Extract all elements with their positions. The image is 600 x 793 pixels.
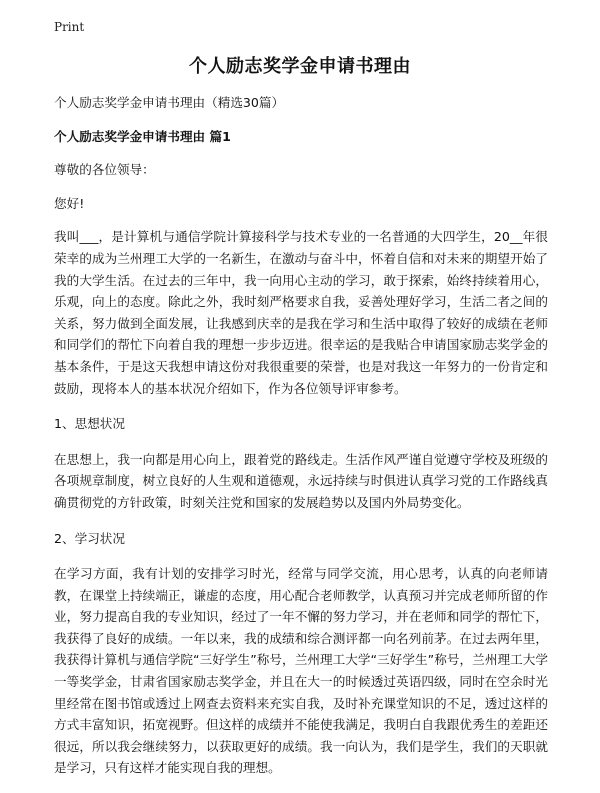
document-body — [54, 92, 548, 793]
document-subtitle: 个人励志奖学金申请书理由（精选30篇） — [54, 95, 285, 110]
page-title: 个人励志奖学金申请书理由 — [189, 56, 411, 77]
intro-paragraph: 我叫___，是计算机与通信学院计算接科学与技术专业的一名普通的大四学生，20__年很荣幸的成为兰州理工大学的一名新生，在激动与奋斗中，怀着自信和对未来的期望开始了我的大学生活。在过去的三年中，我一向用心主动的学习，敢于探索，始终持续着用心，乐观，向上的态度。除此之外，我时刻严格要求自我，妥善处理好学习，生活二者之间的关系，努力做到全面发展，让我感到庆幸的是我在学习和生活中取得了较好的成绩在老师和同学们的帮忙下向着自我的理想一步步迈进。很幸运的是我贴合申请国家励志奖学金的基本条件，于是这天我想申请这份对我很重要的荣誉，也是对我这一年努力的一份肯定和鼓励，现将本人的基本状况介绍如下，作为各位领导评审参考。 — [54, 229, 548, 396]
section-heading-thought: 1、思想状况 — [54, 416, 125, 432]
print-link[interactable]: Print — [54, 20, 85, 34]
section-body-thought: 在思想上，我一向都是用心向上，跟着党的路线走。生活作风严谨自觉遵守学校及班级的各项规章制度，树立良好的人生观和道德观，永远持续与时俱进认真学习党的工作路线真确贯彻党的方针政策，时刻关注党和国家的发展趋势以及国内外局势变化。 — [54, 451, 548, 510]
salutation: 尊敬的各位领导： — [54, 162, 155, 178]
section-body-study: 在学习方面，我有计划的安排学习时光，经常与同学交流，用心思考，认真的向老师请教，在课堂上持续端正，谦虚的态度，用心配合老师教学，认真预习并完成老师所留的作业，努力提高自我的专业知识，经过了一年不懈的努力学习，并在老师和同学的帮忙下，我获得了良好的成绩。一年以来，我的成绩和综合测评都一向名列前茅。在过去两年里，我获得计算机与通信学院“三好学生”称号，兰州理工大学“三好学生”称号，兰州理工大学一等奖学金，甘肃省国家励志奖学金，并且在大一的时候透过英语四级，同时在空余时光里经常在图书馆或透过上网查去资料来充实自我，及时补充课堂知识的不足，透过这样的方式丰富知识，拓宽视野。但这样的成绩并不能使我满足，我明白自我跟优秀生的差距还很远，所以我会继续努力，以获取更好的成绩。我一向认为，我们是学生，我们的天职就是学习，只有这样才能实现自我的理想。 — [54, 566, 548, 776]
greeting: 您好! — [54, 195, 85, 211]
section-heading-study: 2、学习状况 — [54, 530, 125, 546]
article-heading: 个人励志奖学金申请书理由 篇1 — [54, 128, 231, 144]
